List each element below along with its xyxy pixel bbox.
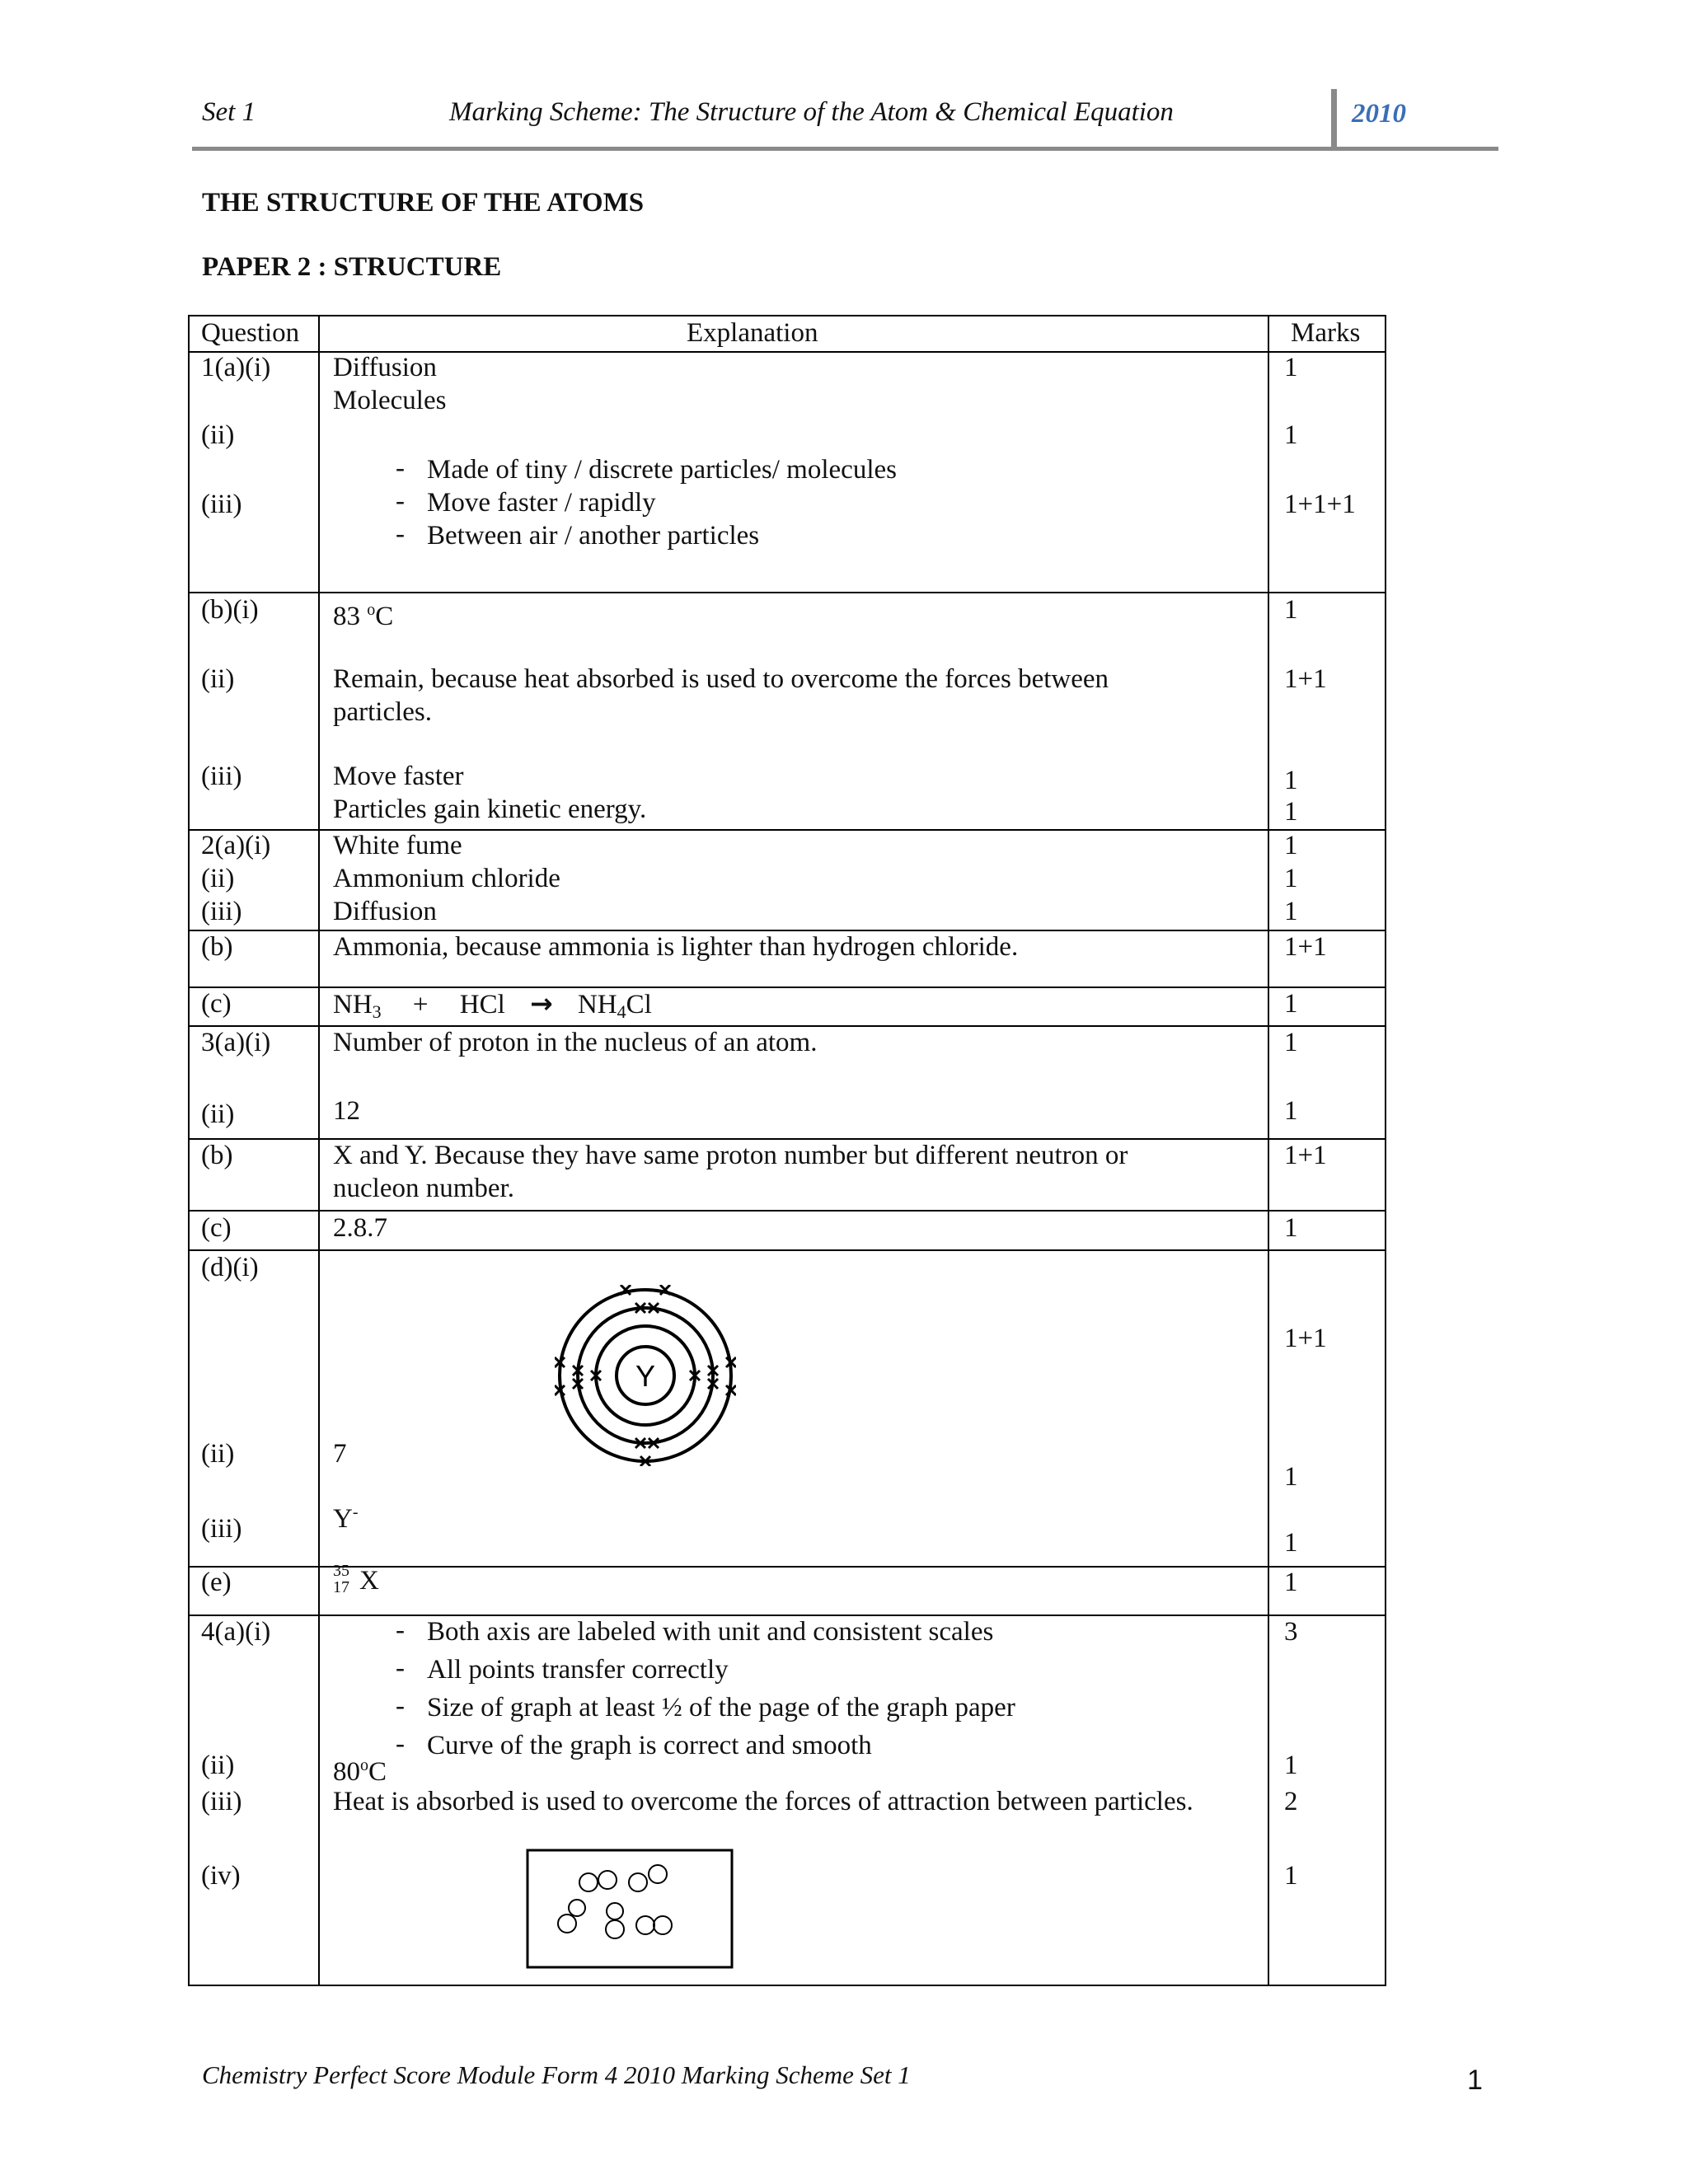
answer-text: Diffusion	[333, 353, 437, 382]
question-label: (c)	[201, 1213, 232, 1243]
marks-value: 1+1	[1284, 1324, 1327, 1353]
answer-text: X and Y. Because they have same proton number but different neutron or	[333, 1141, 1128, 1170]
answer-text: particles.	[333, 697, 433, 727]
column-divider	[1268, 315, 1269, 1986]
question-label: (iv)	[201, 1861, 241, 1891]
question-label: (iii)	[201, 1514, 242, 1544]
answer-temperature: 83 $^o$C	[333, 601, 394, 631]
answer-temperature: 80$^o$C	[333, 1756, 387, 1787]
answer-bullet: All points transfer correctly	[427, 1655, 729, 1685]
column-divider	[318, 315, 320, 1986]
answer-text: Remain, because heat absorbed is used to overcome the forces between	[333, 664, 1109, 694]
marks-value: 1	[1284, 1750, 1298, 1780]
answer-bullet: Move faster / rapidly	[427, 488, 656, 518]
footer-text: Chemistry Perfect Score Module Form 4 2010 Marking Scheme Set 1	[202, 2060, 911, 2089]
question-label: (iii)	[201, 762, 242, 791]
marks-value: 1+1	[1284, 664, 1327, 694]
page-number: 1	[1467, 2064, 1483, 2096]
marks-value: 1+1+1	[1284, 490, 1356, 519]
question-label: (c)	[201, 989, 232, 1019]
column-header-marks: Marks	[1291, 318, 1361, 348]
marks-value: 1	[1284, 1096, 1298, 1126]
row-divider	[188, 1249, 1386, 1251]
question-label: 2(a)(i)	[201, 831, 271, 860]
marking-table	[188, 315, 1386, 1986]
marks-value: 1	[1284, 897, 1298, 926]
question-label: (ii)	[201, 1750, 235, 1780]
marks-value: 3	[1284, 1617, 1298, 1647]
question-label: (b)	[201, 932, 233, 962]
answer-text: Number of proton in the nucleus of an atom.	[333, 1028, 818, 1057]
particle-arrangement-diagram	[526, 1849, 734, 1969]
answer-bullet: Between air / another particles	[427, 521, 760, 551]
marks-value: 1	[1284, 1528, 1298, 1558]
question-label: (d)(i)	[201, 1253, 259, 1282]
bullet-dash: -	[396, 1653, 405, 1683]
marks-value: 1	[1284, 1861, 1298, 1891]
answer-ion: Y-	[333, 1503, 359, 1534]
bullet-dash: -	[396, 453, 405, 483]
nuclide-symbol: 35 17 X	[333, 1562, 379, 1596]
bullet-dash: -	[396, 1615, 405, 1645]
header-rule	[192, 147, 1498, 151]
marks-value: 2	[1284, 1787, 1298, 1816]
marks-value: 1+1	[1284, 1141, 1327, 1170]
marks-value: 1	[1284, 595, 1298, 625]
bullet-dash: -	[396, 1729, 405, 1759]
marks-value: 1	[1284, 864, 1298, 893]
answer-text: Ammonia, because ammonia is lighter than hydrogen chloride.	[333, 932, 1019, 962]
paper-title: PAPER 2 : STRUCTURE	[202, 252, 502, 282]
question-label: (ii)	[201, 664, 235, 694]
marks-value: 1	[1284, 1568, 1298, 1597]
answer-text: 7	[333, 1439, 347, 1469]
answer-text: Move faster	[333, 762, 464, 791]
question-label: (iii)	[201, 897, 242, 926]
question-label: (iii)	[201, 1787, 242, 1816]
question-label: (ii)	[201, 1099, 235, 1129]
table-border-bottom	[188, 1985, 1386, 1986]
answer-bullet: Both axis are labeled with unit and consistent scales	[427, 1617, 994, 1647]
question-label: (iii)	[201, 490, 242, 519]
marks-value: 1	[1284, 420, 1298, 450]
question-label: 3(a)(i)	[201, 1028, 271, 1057]
electron-arrangement-diagram	[555, 1285, 736, 1466]
question-label: 1(a)(i)	[201, 353, 271, 382]
answer-text: Heat is absorbed is used to overcome the forces of attraction between particles.	[333, 1787, 1193, 1816]
question-label: (b)	[201, 1141, 233, 1170]
marks-value: 1	[1284, 766, 1298, 795]
answer-text: Molecules	[333, 386, 447, 415]
table-border-right	[1385, 315, 1386, 1986]
answer-text: 2.8.7	[333, 1213, 387, 1243]
answer-text: nucleon number.	[333, 1174, 514, 1203]
answer-text: 12	[333, 1096, 360, 1126]
marks-value: 1	[1284, 831, 1298, 860]
answer-bullet: Size of graph at least ½ of the page of the graph paper	[427, 1693, 1015, 1722]
marks-value: 1	[1284, 989, 1298, 1019]
chemical-equation: $NH_3$ + HCl → $NH_4Cl$	[333, 987, 652, 1022]
marks-value: 1	[1284, 797, 1298, 827]
diagram-frame	[528, 1850, 732, 1967]
answer-text: White fume	[333, 831, 462, 860]
answer-text: Particles gain kinetic energy.	[333, 794, 647, 824]
arrow-icon: →	[530, 987, 553, 1019]
marks-value: 1	[1284, 1462, 1298, 1492]
particles	[558, 1865, 672, 1938]
header-set-label: Set 1	[202, 97, 256, 127]
section-title: THE STRUCTURE OF THE ATOMS	[202, 188, 645, 218]
question-label: (ii)	[201, 420, 235, 450]
question-label: (e)	[201, 1568, 232, 1597]
bullet-dash: -	[396, 486, 405, 516]
marks-value: 1	[1284, 353, 1298, 382]
marks-value: 1	[1284, 1028, 1298, 1057]
atom-label: Y	[635, 1359, 656, 1393]
marks-value: 1	[1284, 1213, 1298, 1243]
header-title: Marking Scheme: The Structure of the Atom & Chemical Equation	[449, 97, 1174, 127]
bullet-dash: -	[396, 1691, 405, 1721]
header-divider	[1331, 89, 1337, 148]
question-label: (ii)	[201, 1439, 235, 1469]
answer-bullet: Made of tiny / discrete particles/ molecules	[427, 455, 897, 485]
answer-bullet: Curve of the graph is correct and smooth	[427, 1731, 872, 1760]
answer-text: Ammonium chloride	[333, 864, 560, 893]
marks-value: 1+1	[1284, 932, 1327, 962]
column-header-question: Question	[201, 318, 300, 348]
header-year: 2010	[1352, 99, 1406, 129]
question-label: (ii)	[201, 864, 235, 893]
question-label: 4(a)(i)	[201, 1617, 271, 1647]
answer-text: Diffusion	[333, 897, 437, 926]
column-header-explanation: Explanation	[687, 318, 818, 348]
bullet-dash: -	[396, 519, 405, 549]
table-border-left	[188, 315, 190, 1986]
question-label: (b)(i)	[201, 595, 259, 625]
